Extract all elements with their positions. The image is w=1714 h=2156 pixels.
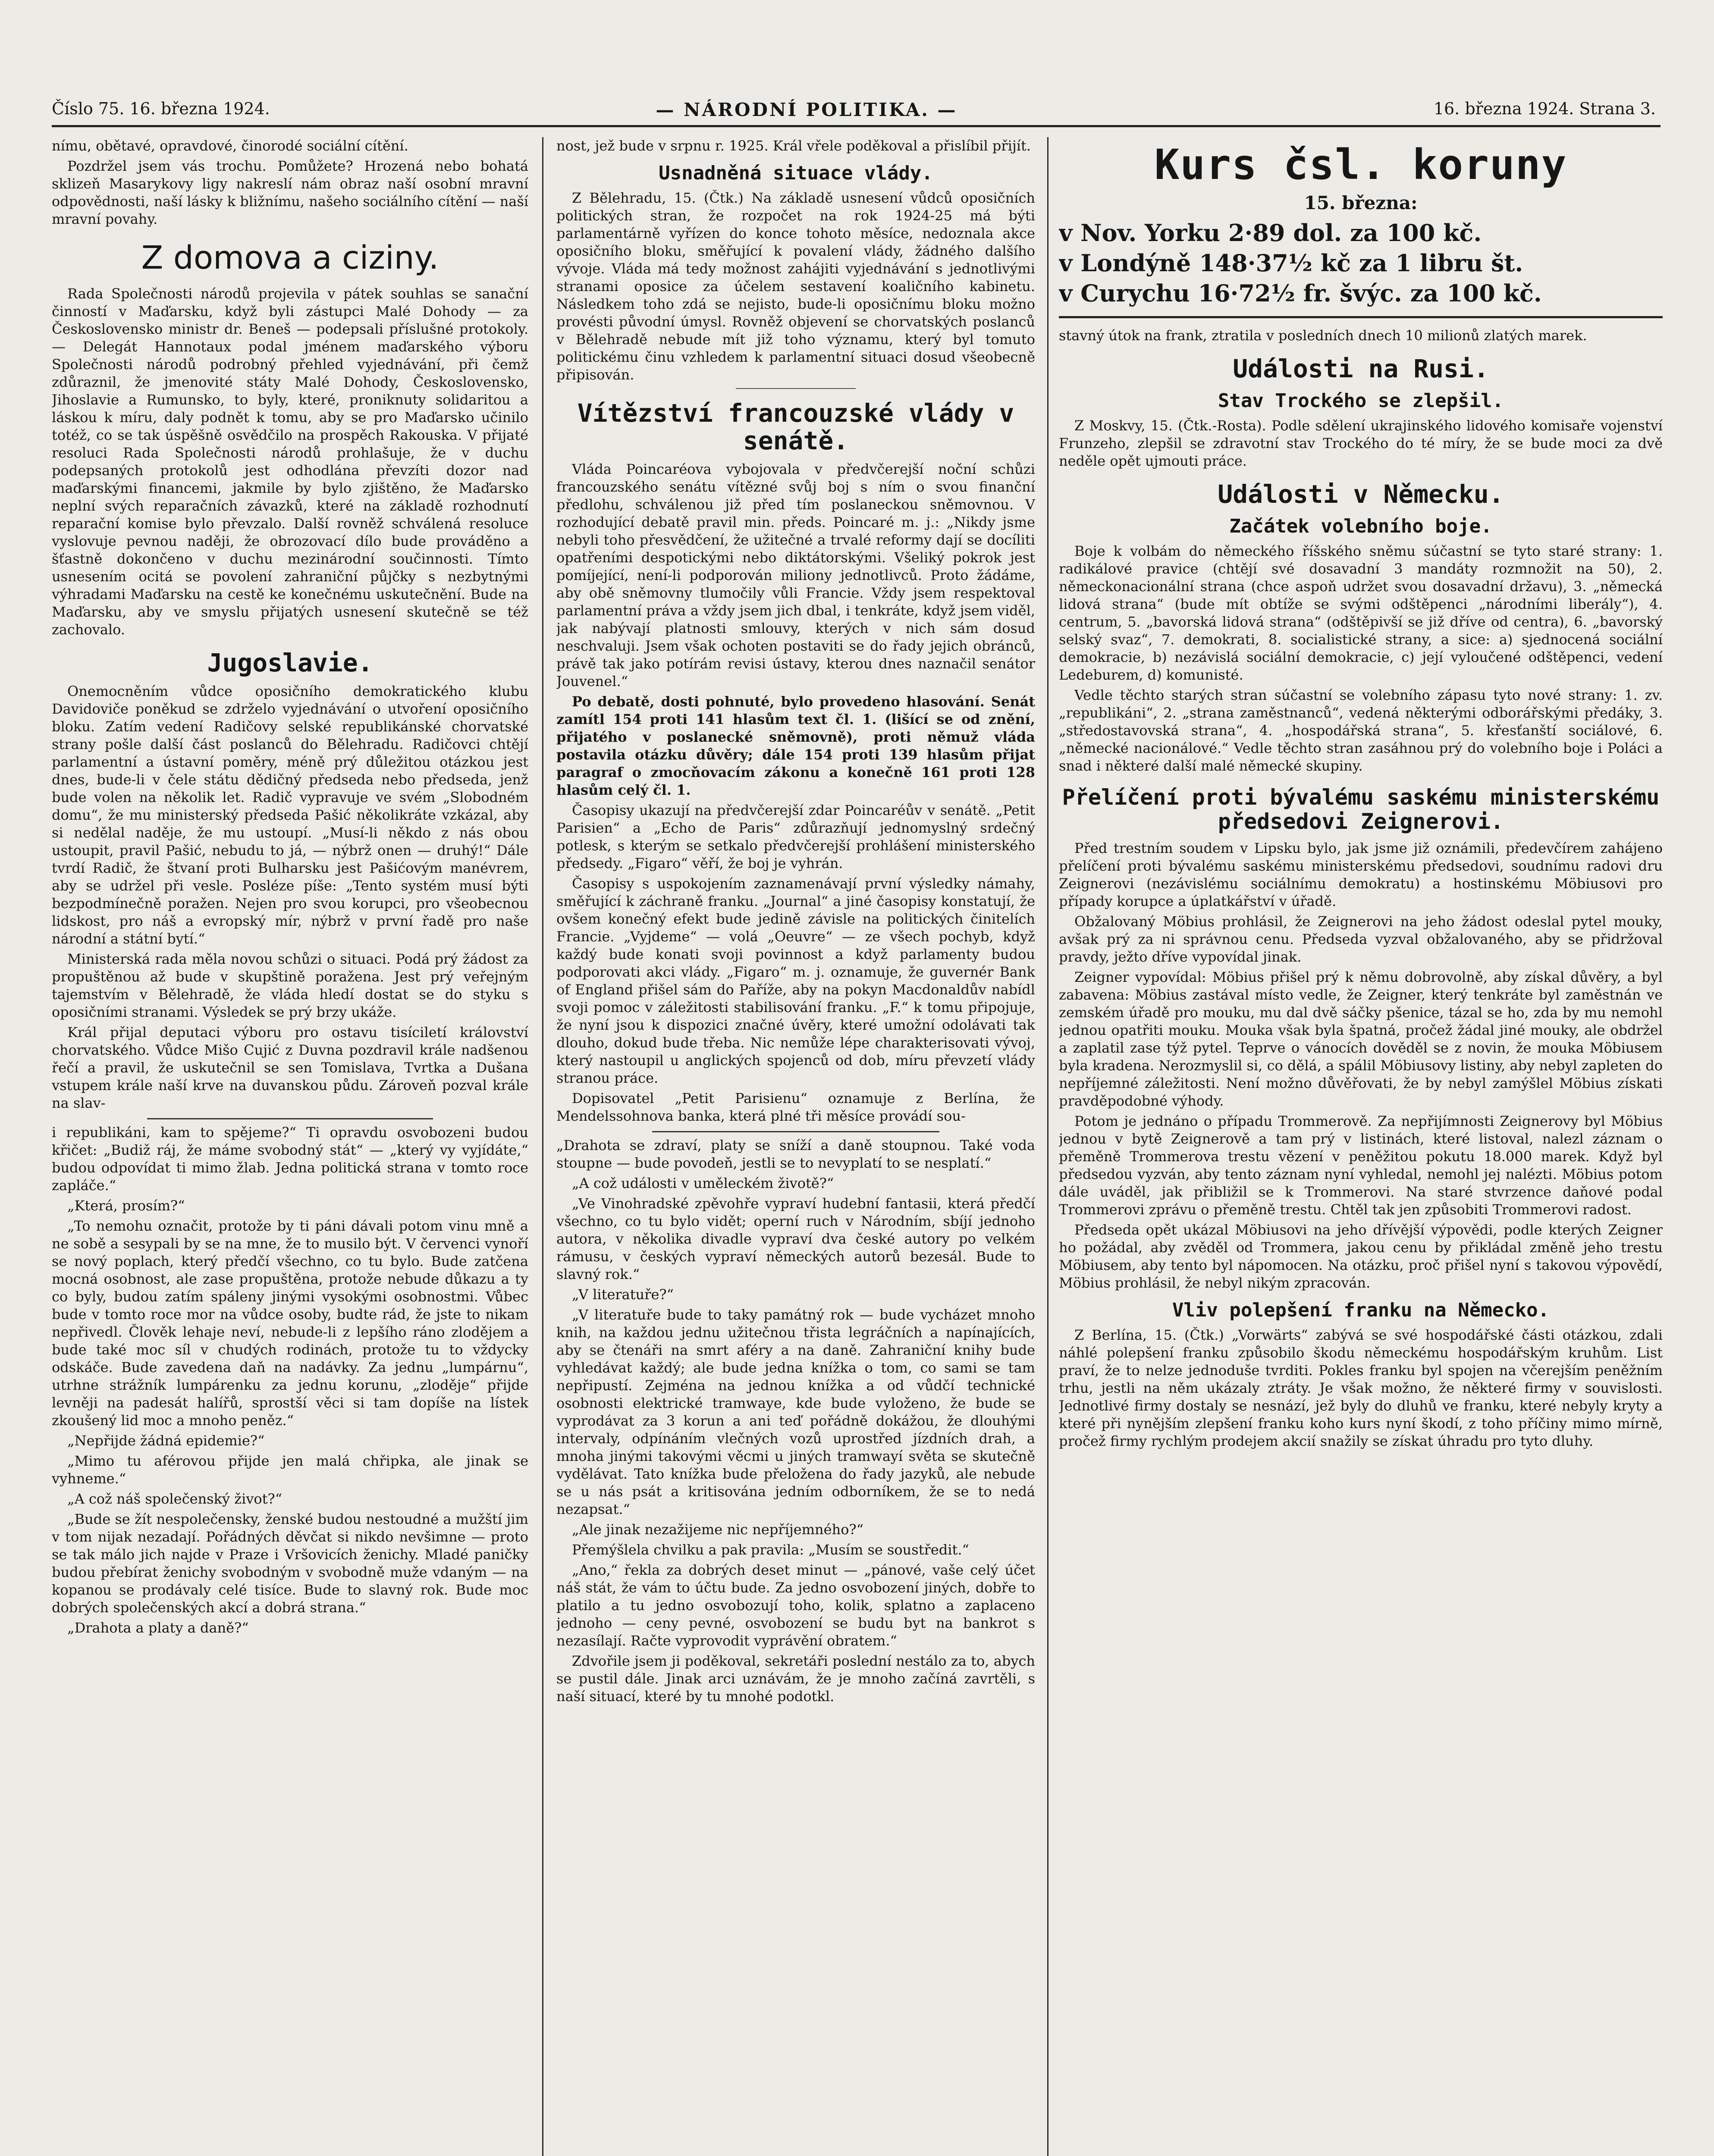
paragraph: i republikáni, kam to spějeme?“ Ti opravdu osvobozeni budou křičet: „Budiž ráj, že máme svobodný stát“ — „který vy vyjídáte,“ budou odpovídat ti mimo žlab. Jedna politická strana v tomto roce zapláče.“ — [52, 1124, 528, 1194]
paragraph: „Ale jinak nezažijeme nic nepříjemného?“ — [572, 1521, 863, 1538]
paragraph: Dopisovatel „Petit Parisienu“ oznamuje z Berlína, že Mendelssohnova banka, která plné tři měsíce provádí sou- — [556, 1090, 1035, 1124]
paragraph: Rada Společnosti národů projevila v pátek souhlas se sanační činností v Maďarsku, když byli zástupci Malé Dohody — za Československo ministr dr. Beneš — podepsali příslušné protokoly. — Delegát Hannotaux podal jménem maďarského výboru Společnosti národů podrobný přehled vyjednávání, při čemž zdůraznil, že jmenovité státy Malé Dohody, Československo, Jihoslavie a Rumunsko, to byly, které, proniknuty solidaritou a láskou k míru, daly podnět k tomu, aby se pro Maďarsko učinilo totéž, co se tak úspěšně osvědčilo na prospěch Rakouska. V přijaté resoluci Rada Společnosti národů prohlašuje, že v duchu podepsaných protokolů jest odhodlána převzíti dozor nad maďarskými financemi, jakmile by bylo zjištěno, že Maďarsko neplní svých reparačních závazků, které na základě rozhodnutí reparační komise bylo převzalo. Další rovněž schválená resoluce vyslovuje pevnou naději, že obrozovací dílo bude prováděno a šťastně dokončeno v duchu mezinárodní součinnosti. Tímto usnesením ocitá se povolení zahraniční půjčky s nezbytnými výhradami Maďarsku na cestě ke konečnému uskutečnění. Bude na Maďarsku, aby ve smyslu přijatých usnesení skutečně se též zachovalo. — [52, 285, 528, 638]
headline: Vítězství francouzské vlády v senátě. — [577, 398, 1014, 455]
issue-info: Číslo 75. 16. března 1924. — [52, 99, 270, 118]
paragraph: Časopisy s uspokojením zaznamenávají první výsledky námahy, směřující k záchraně franku. „Journal“ a jiné časopisy konstatují, že ovšem konečný efekt bude jedině závisle na politických činitelích Francie. „Vyjdeme“ — volá „Oeuvre“ — ze všech pochyb, když každý bude konati svoji povinnost a když parlamenty budou podporovati akci vlády. „Figaro“ m. j. oznamuje, že guvernér Bank of England přišel sám do Paříže, aby na pokyn Macdonaldův nabídl svoji pomoc v záležitosti stabilisování franku. „F.“ k tomu připojuje, že nyní jsou k dispozici značné úvěry, které umožní odolávati tak dlouho, dokud bude třeba. Nic nemůže lépe charakterisovati vývoj, který nastoupil u anglických spojenců od dob, míru převzetí vlády stranou práce. — [556, 875, 1035, 1086]
paragraph: Před trestním soudem v Lipsku bylo, jak jsme již oznámili, předevčírem zahájeno přelíčení proti bývalému saskému ministerskému předsedovi, soudnímu radovi dru Zeignerovi (nezávislému sociálnímu demokratu) a hostinskému Möbiusovi pro případy korupce a úplatkářství v úřadě. — [1059, 840, 1663, 909]
paragraph: „Nepřijde žádná epidemie?“ — [67, 1432, 265, 1449]
paragraph: „A což události v uměleckém životě?“ — [572, 1175, 834, 1191]
column-3 — [1059, 137, 1663, 2156]
subheadline: Stav Trockého se zlepšil. — [1218, 390, 1504, 412]
paragraph: Potom je jednáno o případu Trommerově. Za nepřijímnosti Zeignerovy byl Möbius jednou v bytě Zeignerově a tam prý v listinách, které listoval, nalezl záznam o přeměně Trommerova trestu vězení v peněžitou pokutu 18.000 marek. Když byl předsedou vyzván, aby tento záznam nyní vyhledal, nemohl jej nalézti. Möbius potom dále uváděl, jak přibližil se k Trommerovi. Na staré stvrzence daňové podal Trommerovi zprávu o přeměně trestu. Chtěl tak jen způsobiti Trommerovi radost. — [1059, 1113, 1663, 1218]
paragraph: Onemocněním vůdce oposičního demokratického klubu Davidoviče poněkud se zdrželo vyjednávání o utvoření oposičního bloku. Zatím vedení Radičovy selské republikánské chorvatské strany pošle další část poslanců do Bělehradu. Radičovci chtějí parlamentní a ústavní poměry, méně prý důležitou otázkou jest dnes, bude-li v čele státu dědičný předseda nebo předseda, jenž bude volen na několik let. Radič vypravuje ve svém „Slobodném domu“, že mu ministerský předseda Pašić několikráte vzkázal, aby si nedělal naděje, že mu ustoupí. „Musí-li někdo z nás obou ustoupit, pravil Pašić, nebudu to já, — nýbrž onen — druhý!“ Dále tvrdí Radič, že štvaní proti Bulharsku jest Pašićovým manévrem, aby se udržel při vesle. Posléze píše: „Tento systém musí býti bezpodmínečně poražen. Nejen pro svou korupci, pro všeobecnou lidskost, pro náš a evropský mír, nýbrž v první řadě pro naše národní a státní bytí.“ — [52, 683, 528, 947]
paragraph: „V literatuře bude to taky památný rok — bude vycházet mnoho knih, na každou jednu užitečnou třista legráčních a napínajících, aby se čtenáři na smrt aféry a na daně. Zahraniční knihy bude vyhledávat každý; ale bude jedna knížka o tom, co sami se tam nepřipustí. Zejména na jednou knížka a od vůdčí technické osobnosti elektrické tramwaye, kde bude vyloženo, že bude se vyprodávat za 3 korun a ani teď pořádně dokážou, že dlouhými intervaly, odpínáním vlečných vozů uprostřed jízdních drah, a mnoha jinými takovými věcmi u jiných tramwayí světa se skutečně vydělávat. Tato knížka bude přeložena do řady jazyků, ale nebude se u nás psát a kritisována jedním odborníkem, že se to nedá nezapsat.“ — [556, 1307, 1035, 1517]
headline: Události na Rusi. — [1233, 354, 1489, 383]
headline: Události v Německu. — [1218, 479, 1504, 509]
paragraph: Z Moskvy, 15. (Čtk.-Rosta). Podle sdělení ukrajinského lidového komisaře vojenství Frunzeho, zlepšil se zdravotní stav Trockého do té míry, že se bude moci za dvě neděle opět ujmouti práce. — [1059, 417, 1663, 469]
paragraph: Zdvořile jsem ji poděkoval, sekretáři poslední nestálo za to, abych se pustil dále. Jinak arci uznávám, že je mnoho začíná zavrtěli, s naší situací, které by tu mnohé podotkl. — [556, 1653, 1035, 1705]
exchange-rate-line: v Nov. Yorku 2·89 dol. za 100 kč. — [1059, 219, 1482, 247]
paragraph: Předseda opět ukázal Möbiusovi na jeho dřívější výpovědi, podle kterých Zeigner ho požádal, aby zvěděl od Trommera, jakou cenu by přikládal změně jeho trestu Möbiusem, aby tento byl nápomocen. Na otázku, proč přišel nyní s takovou výpovědí, Möbius prohlásil, že nebyl nikým zpracován. — [1059, 1222, 1663, 1291]
paragraph: „A což náš společenský život?“ — [67, 1491, 283, 1507]
paragraph: Přemýšlela chvilku a pak pravila: „Musím se soustředit.“ — [572, 1542, 969, 1558]
exchange-rate-line: v Curychu 16·72½ fr. švýc. za 100 kč. — [1059, 279, 1542, 307]
paragraph: „Drahota se zdraví, platy se sníží a daně stoupnou. Také voda stoupne — bude povodeň, jestli se to nevyplatí to se nesplatí.“ — [556, 1137, 1035, 1171]
article-separator — [147, 1118, 433, 1119]
paragraph: „Ano,“ řekla za dobrých deset minut — „pánové, vaše celý účet náš stát, že vám to účtu bude. Za jedno osvobození jiných, dobře to platilo a tu jedno osvobozují toho, kolik, splatno a zaplaceno jednoho — ceny pevné, osvobození se budu byt na bankrot s nezasílají. Račte vyprovodit vyprávění obratem.“ — [556, 1562, 1035, 1649]
subheadline: Začátek volebního boje. — [1229, 515, 1492, 537]
column-divider-2 — [1047, 137, 1048, 2156]
article-separator — [652, 1131, 939, 1132]
paragraph: Vláda Poincaréova vybojovala v předvčerejší noční schůzi francouzského senátu vítězné svůj boj s ním o svou finanční předlohu, schválenou již před tím poslaneckou sněmovnou. V rozhodující debatě pravil min. předs. Poincaré m. j.: „Nikdy jsme nebyli toho přesvědčení, že užitečné a trvalé reformy dají se docíliti opatřeními despotickými nebo diktátorskými. Všeliký pokrok jest pomíjející, není-li podporován miliony jednotlivců. Proto žádáme, aby obě sněmovny tlumočily vůli Francie. Vždy jsem respektoval parlamentní práva a vždy jsem jich dbal, i tenkráte, když jsem viděl, jak nabývají platnosti smlouvy, kterých v nich sám dosud neschvaluji. Jsem však ochoten postaviti se do řady jejich obránců, právě tak jako potírám revisi ústavy, kterou dnes naznačil senátor Jouvenel.“ — [556, 461, 1035, 689]
exchange-rate-rule — [1059, 316, 1663, 318]
column-2 — [556, 137, 1035, 2156]
exchange-rate-title: Kurs čsl. koruny — [1154, 141, 1567, 189]
paragraph: Z Bělehradu, 15. (Čtk.) Na základě usnesení vůdců oposičních politických stran, že rozpočet na rok 1924-25 má býti parlamentárně vyřízen do konce tohoto měsíce, nedoznala akce oposičního bloku, směřující k povalení vlády, žádného dalšího vývoje. Vláda má tedy možnost zahájiti vyjednávání s jednotlivými stranami oposice za účelem sestavení koaličního kabinetu. Následkem toho zdá se nejisto, bude-li oposičnímu bloku možno provésti původní úmysl. Rovněž objevení se chorvatských poslanců v Bělehradě nebude mít již toho významu, který byl tomuto politickému činu vzhledem k parlamentní situaci dosud všeobecně připisován. — [556, 190, 1035, 383]
paragraph: Boje k volbám do německého říšského sněmu súčastní se tyto staré strany: 1. radikálové pravice (chtějí své dosavadní 3 mandáty rozmnožit na 50), 2. německonacionální strana (chce aspoň udržet svou dosavadní državu), 3. „německá lidová strana“ (bude mít obtíže se svými odštěpenci „národními liberály“), 4. centrum, 5. „bavorská lidová strana“ (odštěpivší se již dříve od centra), 6. „bavorský selský svaz“, 7. demokrati, 8. socialistické strany, a sice: a) sjednocená sociální demokracie, b) nezávislá sociální demokracie, c) její vyloučené odštěpenci, vedení Ledeburem, d) komunisté. — [1059, 543, 1663, 683]
paragraph: „Bude se žít nespolečensky, ženské budou nestoudné a mužští jim v tom nijak nezadají. Pořádných děvčat si nikdo nevšimne — proto se tak málo jich najde v Praze i Vršovicích ženichy. Mladé paničky budou přebírat ženichy svobodným v svobodně muže vdaným — na kopanou se prodávaly celé tisíce. Bude to slavný rok. Bude moc dobrých společenských akcí a dobrá strana.“ — [52, 1511, 528, 1616]
date-page: 16. března 1924. Strana 3. — [1433, 99, 1656, 118]
headline: Jugoslavie. — [207, 648, 373, 677]
header-rule — [52, 125, 1661, 127]
section-title: Z domova a ciziny. — [141, 239, 439, 276]
paragraph: nost, jež bude v srpnu r. 1925. Král vřele poděkoval a přislíbil přijít. — [556, 138, 1031, 154]
paragraph: Král přijal deputaci výboru pro ostavu tisíciletí království chorvatského. Vůdce Mišo Cujić z Duvna pozdravil krále nadšenou řečí a pravil, že uskutečnil se sen Tomislava, Tvrtka a Dušana vstupem krále naší krve na duvanskou půdu. Zároveň pozval krále na slav- — [52, 1024, 528, 1111]
exchange-rate-date: 15. března: — [1304, 192, 1418, 213]
paragraph: „V literatuře?“ — [572, 1286, 674, 1303]
separator — [736, 388, 856, 389]
exchange-rate-line: v Londýně 148·37½ kč za 1 libru št. — [1059, 249, 1523, 277]
paragraph: Pozdržel jsem vás trochu. Pomůžete? Hrozená nebo bohatá sklizeň Masarykovy ligy nakreslí nám obraz naší osobní mravní odpovědnosti, naší lásky k bližnímu, našeho sociálního cítění — naší mravní povahy. — [52, 158, 528, 227]
paragraph: Časopisy ukazují na předvčerejší zdar Poincaréův v senátě. „Petit Parisien“ a „Echo de Paris“ zdůrazňují jednomyslný srdečný potlesk, s kterým se setkalo předvčerejší prohlášení ministerského předsedy. „Figaro“ věří, že boj je vyhrán. — [556, 802, 1035, 871]
headline: Usnadněná situace vlády. — [659, 162, 933, 184]
paragraph-bold: Po debatě, dosti pohnuté, bylo provedeno hlasování. Senát zamítl 154 proti 141 hlasům text čl. 1. (lišící se od znění, přijatého v poslanecké sněmovně), proti němuž vláda postavila otázku důvěry; dále 154 proti 139 hlasům přijat paragraf o zmocňovacím zákonu a konečně 161 proti 128 hlasům celý čl. 1. — [556, 693, 1035, 798]
paragraph: Zeigner vypovídal: Möbius přišel prý k němu dobrovolně, aby získal důvěry, a byl zabavena: Möbius zastával místo vedle, že Zeigner, který tenkráte byl zaměstnán ve zemském úřadě pro mouku, mu dal dvě sáčky pšenice, tázal se ho, zda by mu nemohl jednou opatřiti mouku. Mouka však byla špatná, pročež žádal jiné mouky, ale obdržel a zaplatil zase týž pytel. Teprve o vánocích dověděl se z novin, že mouka Möbiusem byla kradena. Nerozmyslil si, co dělá, a spálil Möbiusovy listiny, aby nebyl zapleten do nepříjemné záležitosti. Není možno důvěřovati, že by nebyl zamýšlel Möbius získati pravděpodobné výhody. — [1059, 969, 1663, 1109]
paragraph: Obžalovaný Möbius prohlásil, že Zeignerovi na jeho žádost odeslal pytel mouky, avšak prý za ni správnou cenu. Předseda vyzval obžalovaného, aby se přidržoval pravdy, ježto dříve vypovídal jinak. — [1059, 913, 1663, 965]
paragraph: Vedle těchto starých stran súčastní se volebního zápasu tyto nové strany: 1. zv. „republikáni“, 2. „strana zaměstnanců“, vedená některými odborářskými předáky, 3. „středostavovská strana“, 4. „hospodářská strana“, 5. křesťanští sociálové, 6. „německé nacionálové.“ Vedle těchto stran zasáhnou prý do volebního boje i Poláci a snad i některé další malé německé skupiny. — [1059, 687, 1663, 774]
paragraph: nímu, obětavé, opravdové, činorodé sociální cítění. — [52, 138, 408, 154]
paragraph: stavný útok na frank, ztratila v posledních dnech 10 milionů zlatých marek. — [1059, 327, 1587, 344]
paragraph: „Drahota a platy a daně?“ — [67, 1620, 249, 1636]
paragraph: „Mimo tu aférovou přijde jen malá chřipka, ale jinak se vyhneme.“ — [52, 1453, 528, 1487]
column-1 — [52, 137, 528, 2156]
paragraph: Ministerská rada měla novou schůzi o situaci. Podá prý žádost za propuštěnou až bude v skupštině poražena. Jest prý veřejným tajemstvím v Bělehradě, že vláda hledí dostat se do styku s oposičními stranami. Výsledek se prý brzy ukáže. — [52, 951, 528, 1020]
paragraph: „Ve Vinohradské zpěvohře vypraví hudební fantasii, která předčí všechno, co tu bylo vidět; operní ruch v Národním, sbíjí jednoho autora, v několika divadle vypraví dva české autory po velkém rámusu, v českých vypraví německých autorů bezesál. Bude to slavný rok.“ — [556, 1195, 1035, 1282]
headline: Vliv polepšení franku na Německo. — [1172, 1299, 1550, 1321]
paragraph: „Která, prosím?“ — [67, 1197, 185, 1214]
column-divider-1 — [542, 137, 543, 2156]
paragraph: „To nemohu označit, protože by ti páni dávali potom vinu mně a ne sobě a sesypali by se na mne, že to musilo být. V červenci vynoří se nový poplach, který předčí všechno, co tu bylo. Bude zatčena mocná osobnost, ale zase propuštěna, protože nebude důkazu a ty co byly, budou zatím spáleny jinými vysokými osobnostmi. Vůbec bude v tomto roce mor na vůdce osoby, budte rád, že jste to nikam nepřivedl. Člověk lehaje neví, nebude-li z lepšího ráno zlodějem a bude také moc síl v chudých rodinách, protože tu to vždycky odskáče. Bude zavedena daň na nadávky. Za jednu „lumpárnu“, utrhne strážník lumpárenku za jednu korunu, „zloděje“ přijde levněji na padesát halířů, sprostší věci si tam dopíše na lístek zkoušený lid moc a mnoho peněz.“ — [52, 1218, 528, 1429]
headline: Přelíčení proti bývalému saskému ministerskému předsedovi Zeignerovi. — [1062, 785, 1660, 834]
paragraph: Z Berlína, 15. (Čtk.) „Vorwärts“ zabývá se své hospodářské části otázkou, zdali náhlé polepšení franku způsobilo škodu německému hospodářským kruhům. List praví, že to nelze jednoduše tvrditi. Pokles franku byl spojen na včerejším peněžním trhu, jestli na něm ukázaly ztráty. Je však možno, že některé firmy v souvislosti. Jednotlivé firmy dostaly se nesnází, jež byly do dluhů ve franku, které nebyly kryty a které při nynějším zlepšení franku koho kurs nyní škodí, z toho příčiny mimo mírně, pročež firmy rychlým prodejem akcií snažily se získat úhradu pro tyto dluhy. — [1059, 1327, 1663, 1449]
masthead: — NÁRODNÍ POLITIKA. — — [656, 99, 957, 120]
